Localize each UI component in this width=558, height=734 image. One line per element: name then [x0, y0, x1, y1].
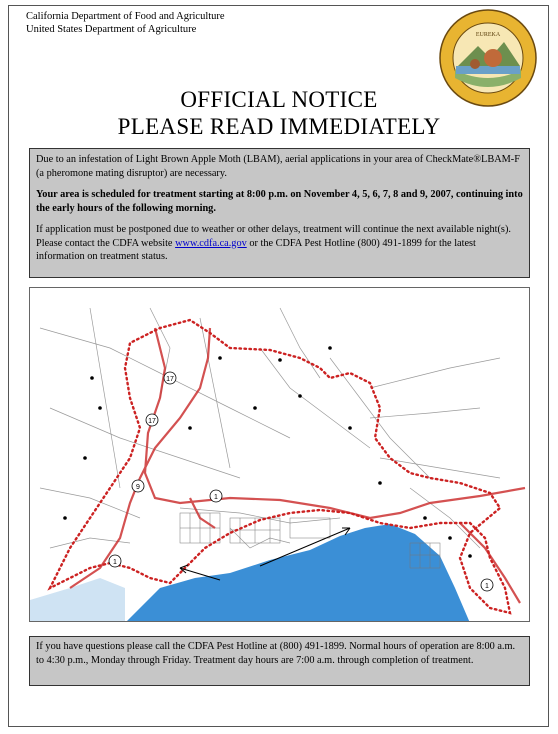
cdfa-website-link[interactable]: www.cdfa.ca.gov [175, 237, 247, 249]
agency-header [26, 10, 225, 36]
postpone-text-end: or the CDFA Pest Hotline (800) 491-1899 for the latest information on treatment status. [36, 237, 476, 262]
highway-label-17b: 17 [148, 418, 156, 425]
footer-text: If you have questions please call the CDFA Pest Hotline at (800) 491-1899. Normal hours of operation are 8:00 a.m. to 4:30 p.m., Monday through Friday. Treatment day hours are 7:00 a.m. through completion of treatment. [36, 641, 516, 666]
title-official-notice: OFFICIAL NOTICE [180, 87, 378, 112]
notice-postpone [36, 223, 523, 264]
map-drawing [30, 288, 530, 622]
agency-cdfa: California Department of Food and Agriculture [26, 11, 225, 22]
highway-label-1c: 1 [485, 583, 489, 590]
svg-text:EUREKA: EUREKA [475, 32, 501, 38]
highway-label-17a: 17 [166, 376, 174, 383]
treatment-area-map [29, 287, 530, 622]
highway-label-1a: 1 [214, 494, 218, 501]
title-please-read: PLEASE READ IMMEDIATELY [117, 114, 441, 139]
highway-label-9: 9 [136, 484, 140, 491]
highway-label-1b: 1 [113, 559, 117, 566]
notice-intro: Due to an infestation of Light Brown Apple Moth (LBAM), aerial applications in your area of CheckMate®LBAM-F (a pheromone mating disruptor) are necessary. [36, 154, 520, 179]
hotline-info-box [29, 636, 530, 686]
notice-schedule: Your area is scheduled for treatment starting at 8:00 p.m. on November 4, 5, 6, 7, 8 and 9, 2007, continuing into the early hours of the following morning. [36, 189, 523, 214]
agency-usda: United States Department of Agriculture [26, 24, 197, 35]
treatment-notice-box [29, 148, 530, 278]
postpone-text-start: If application must be postponed due to weather or other delays, treatment will continue the next available night(s). Please contact the CDFA website [36, 224, 511, 249]
